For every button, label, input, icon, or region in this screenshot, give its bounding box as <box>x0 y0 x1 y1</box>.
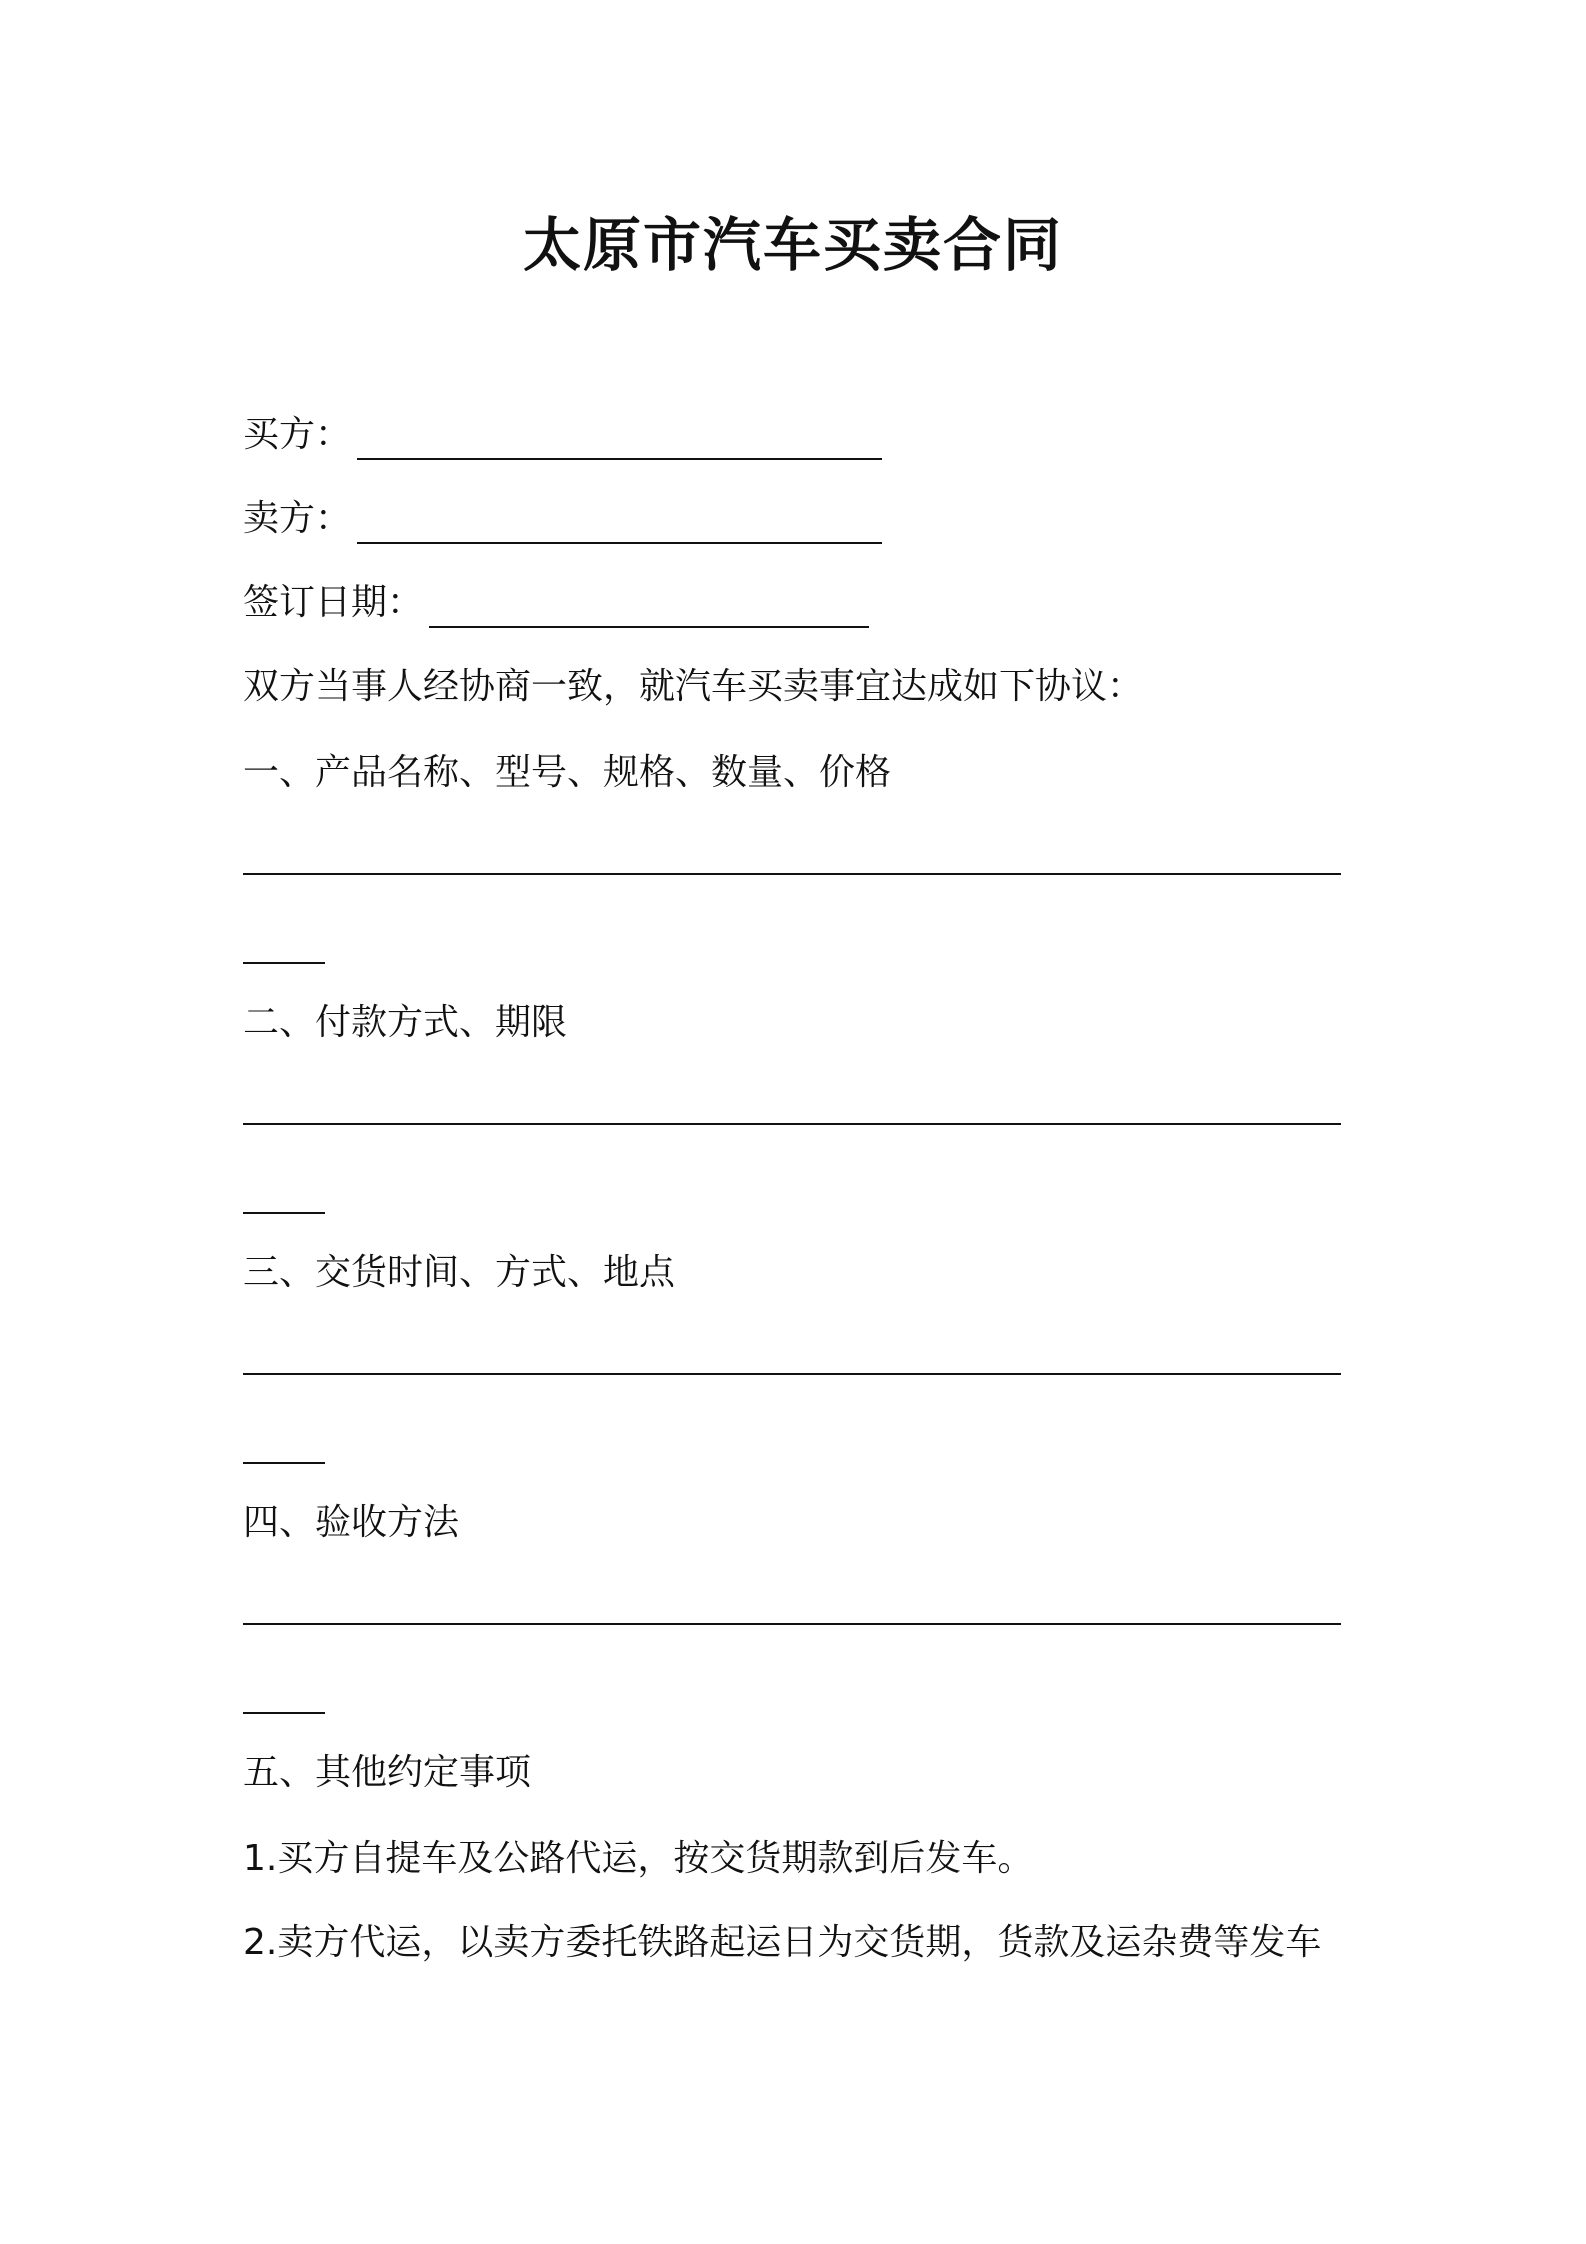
document-title: 太原市汽车买卖合同 <box>522 211 1063 279</box>
buyer-blank[interactable] <box>357 428 882 460</box>
answer-line-continuation[interactable] <box>243 1212 325 1214</box>
signing-date-blank[interactable] <box>429 596 869 628</box>
clause-text: 1.买方自提车及公路代运，按交货期款到后发车。 <box>243 1838 1034 1879</box>
section-heading: 三、交货时间、方式、地点 <box>243 1252 676 1293</box>
intro-text: 双方当事人经协商一致，就汽车买卖事宜达成如下协议： <box>243 666 1144 707</box>
signing-date-label: 签订日期： <box>243 582 424 623</box>
answer-line[interactable] <box>243 873 1341 875</box>
section-heading: 一、产品名称、型号、规格、数量、价格 <box>243 752 892 793</box>
answer-line-continuation[interactable] <box>243 962 325 964</box>
seller-label: 卖方： <box>243 498 352 539</box>
seller-blank[interactable] <box>357 512 882 544</box>
answer-line-continuation[interactable] <box>243 1462 325 1464</box>
buyer-label: 买方： <box>243 414 352 455</box>
answer-line[interactable] <box>243 1373 1341 1375</box>
clause-text: 2.卖方代运，以卖方委托铁路起运日为交货期，货款及运杂费等发车 <box>243 1922 1322 1963</box>
answer-line-continuation[interactable] <box>243 1712 325 1714</box>
section-heading: 五、其他约定事项 <box>243 1752 532 1793</box>
section-heading: 二、付款方式、期限 <box>243 1002 568 1043</box>
buyer-field <box>243 410 882 460</box>
section-heading: 四、验收方法 <box>243 1502 460 1543</box>
answer-line[interactable] <box>243 1123 1341 1125</box>
signing-date-field <box>243 578 869 628</box>
seller-field <box>243 494 882 544</box>
answer-line[interactable] <box>243 1623 1341 1625</box>
